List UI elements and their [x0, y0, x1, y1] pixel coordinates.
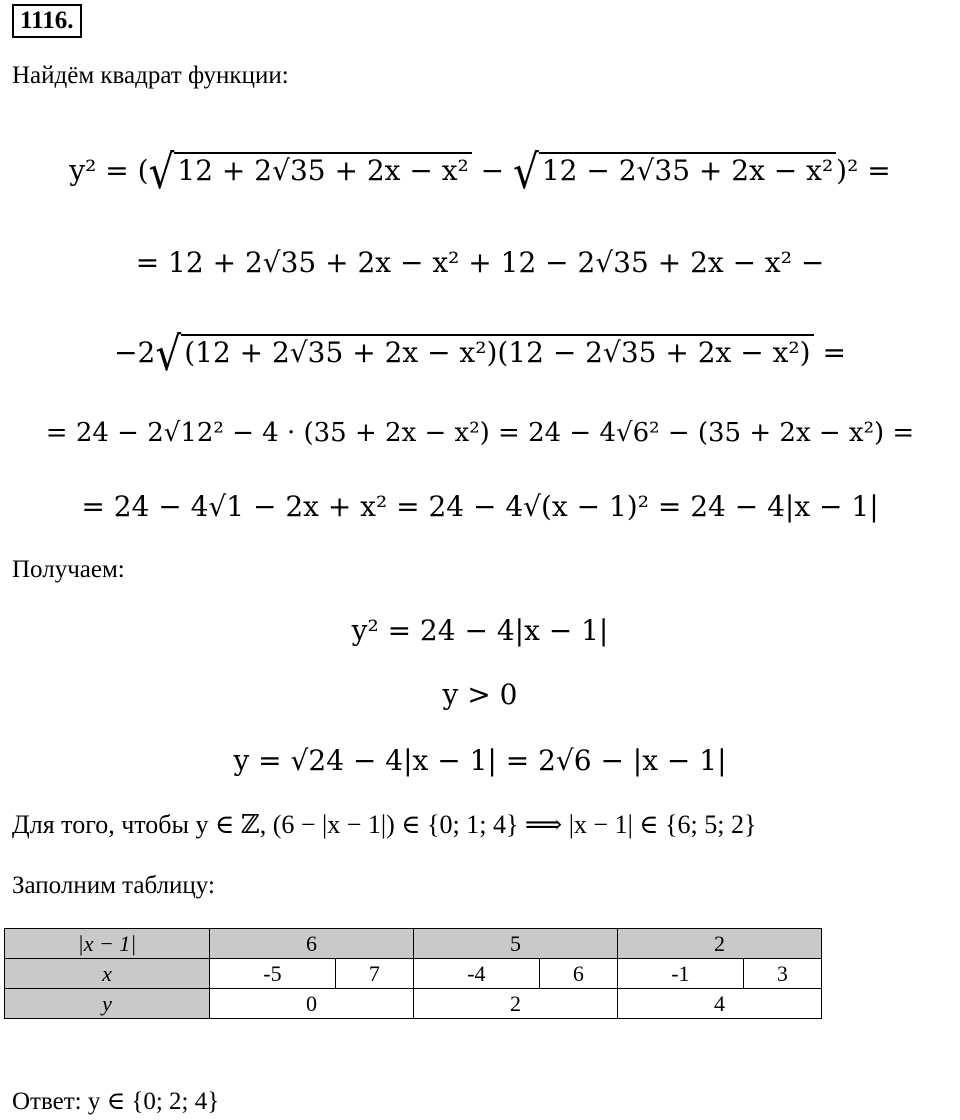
fill-table-text: Заполним таблицу:	[12, 872, 215, 899]
cell-x-2: 7	[335, 959, 413, 989]
row-header-y: y	[5, 989, 210, 1019]
equation-line-2: = 12 + 2√35 + 2x − x² + 12 − 2√35 + 2x − x² −	[135, 246, 825, 279]
cell-x-4: 6	[539, 959, 617, 989]
equation-line-5: = 24 − 4√1 − 2x + x² = 24 − 4√(x − 1)² = 24 − 4|x − 1|	[81, 490, 879, 523]
eq3-prefix: −2	[114, 336, 156, 369]
eq3-root: √ (12 + 2√35 + 2x − x²)(12 − 2√35 + 2x − x²)	[155, 330, 813, 378]
table-row-x	[5, 959, 822, 989]
result-line-3: y = √24 − 4|x − 1| = 2√6 − |x − 1|	[233, 744, 727, 777]
cell-abs-1: 6	[210, 929, 414, 959]
eq1-root-1-body: 12 + 2√35 + 2x − x²	[174, 152, 471, 187]
eq1-root-1: √ 12 + 2√35 + 2x − x²	[149, 148, 472, 196]
table-row-y	[5, 989, 822, 1019]
cell-abs-3: 2	[617, 929, 821, 959]
equation-line-4: = 24 − 2√12² − 4 · (35 + 2x − x²) = 24 − 4√6² − (35 + 2x − x²) =	[45, 418, 915, 448]
cell-abs-2: 5	[413, 929, 617, 959]
row-header-x: x	[5, 959, 210, 989]
cell-y-3: 4	[617, 989, 821, 1019]
cell-y-2: 2	[413, 989, 617, 1019]
result-line-1: y² = 24 − 4|x − 1|	[351, 614, 609, 647]
eq1-suffix: )² =	[836, 154, 891, 187]
cell-x-3: -4	[413, 959, 539, 989]
eq1-prefix: y² = (	[69, 154, 149, 187]
values-table	[4, 928, 822, 1019]
get-label: Получаем:	[12, 556, 125, 583]
cell-x-6: 3	[743, 959, 821, 989]
problem-number: 1116.	[12, 4, 82, 38]
cell-x-1: -5	[210, 959, 336, 989]
cell-y-1: 0	[210, 989, 414, 1019]
eq1-minus: −	[471, 154, 513, 187]
eq3-suffix: =	[813, 336, 846, 369]
equation-line-1	[0, 144, 960, 200]
answer-text: Ответ: y ∈ {0; 2; 4}	[12, 1088, 220, 1115]
result-line-2: y > 0	[442, 678, 518, 711]
cell-x-5: -1	[617, 959, 743, 989]
row-header-abs: |x − 1|	[5, 929, 210, 959]
table-row-abs	[5, 929, 822, 959]
eq3-root-body: (12 + 2√35 + 2x − x²)(12 − 2√35 + 2x − x²)	[181, 334, 813, 369]
condition-text: Для того, чтобы y ∈ ℤ, (6 − |x − 1|) ∈ {0; 1; 4} ⟹ |x − 1| ∈ {6; 5; 2}	[12, 810, 757, 839]
eq1-root-2-body: 12 − 2√35 + 2x − x²	[539, 152, 836, 187]
equation-line-3	[0, 326, 960, 382]
eq1-root-2: √ 12 − 2√35 + 2x − x²	[513, 148, 836, 196]
intro-text: Найдём квадрат функции:	[12, 62, 289, 89]
